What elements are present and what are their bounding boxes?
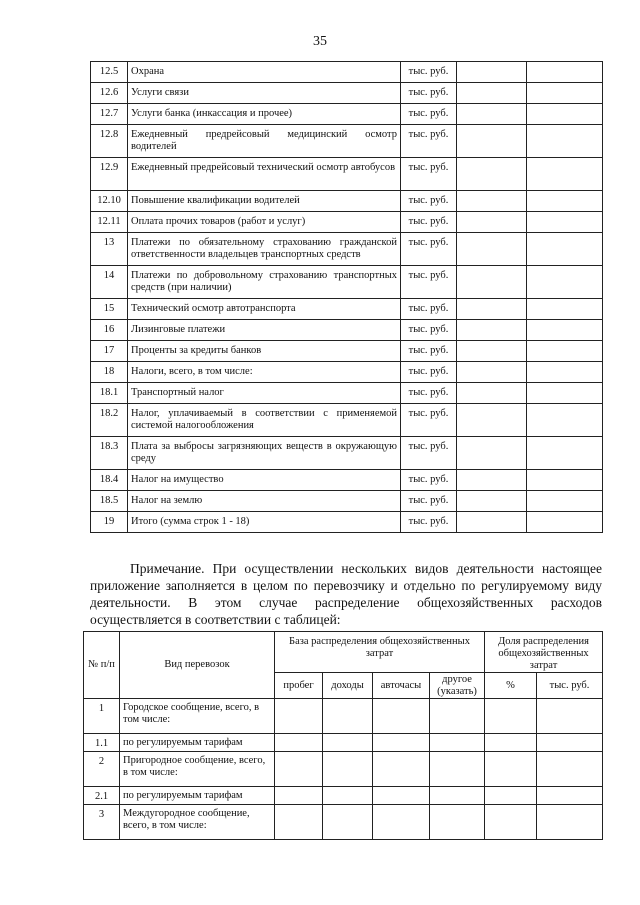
table-row — [91, 83, 603, 104]
value-cell-2 — [527, 83, 603, 104]
row-number: 1 — [84, 699, 120, 734]
row-number: 1.1 — [84, 734, 120, 752]
value-cell-2 — [527, 266, 603, 299]
row-number: 12.7 — [91, 104, 128, 125]
value-cell — [275, 699, 323, 734]
value-cell-2 — [527, 362, 603, 383]
value-cell-2 — [527, 158, 603, 191]
table-row — [91, 512, 603, 533]
value-cell-2 — [527, 404, 603, 437]
row-number: 12.8 — [91, 125, 128, 158]
row-description: Охрана — [128, 62, 401, 83]
row-number: 3 — [84, 805, 120, 840]
row-description: Ежедневный предрейсовый технический осмотр автобусов — [128, 158, 401, 191]
table-row — [84, 699, 603, 734]
value-cell — [323, 805, 373, 840]
value-cell — [373, 787, 430, 805]
row-number: 2 — [84, 752, 120, 787]
row-unit: тыс. руб. — [401, 104, 457, 125]
row-unit: тыс. руб. — [401, 125, 457, 158]
value-cell — [430, 752, 485, 787]
value-cell-1 — [457, 212, 527, 233]
value-cell — [373, 752, 430, 787]
value-cell-1 — [457, 191, 527, 212]
value-cell — [323, 787, 373, 805]
value-cell — [430, 699, 485, 734]
row-number: 12.9 — [91, 158, 128, 191]
value-cell — [537, 734, 603, 752]
row-description: Ежедневный предрейсовый медицинский осмотр водителей — [128, 125, 401, 158]
value-cell — [275, 805, 323, 840]
table-row — [91, 125, 603, 158]
value-cell-2 — [527, 233, 603, 266]
table-row — [91, 104, 603, 125]
value-cell-2 — [527, 437, 603, 470]
value-cell-2 — [527, 341, 603, 362]
row-transport-type: Пригородное сообщение, всего, в том числе: — [120, 752, 275, 787]
row-unit: тыс. руб. — [401, 341, 457, 362]
row-unit: тыс. руб. — [401, 512, 457, 533]
row-description: Плата за выбросы загрязняющих веществ в окружающую среду — [128, 437, 401, 470]
header-percent: % — [485, 673, 537, 699]
value-cell-2 — [527, 125, 603, 158]
value-cell-1 — [457, 491, 527, 512]
row-transport-type: Городское сообщение, всего, в том числе: — [120, 699, 275, 734]
row-description: Итого (сумма строк 1 - 18) — [128, 512, 401, 533]
table-row — [91, 404, 603, 437]
row-number: 18.4 — [91, 470, 128, 491]
row-number: 18.5 — [91, 491, 128, 512]
value-cell — [485, 787, 537, 805]
table-row — [91, 191, 603, 212]
page-number: 35 — [313, 34, 327, 49]
value-cell-2 — [527, 320, 603, 341]
row-number: 17 — [91, 341, 128, 362]
value-cell-1 — [457, 404, 527, 437]
table-row — [84, 787, 603, 805]
value-cell-1 — [457, 233, 527, 266]
value-cell-1 — [457, 83, 527, 104]
row-description: Транспортный налог — [128, 383, 401, 404]
row-number: 18.3 — [91, 437, 128, 470]
row-unit: тыс. руб. — [401, 404, 457, 437]
row-description: Оплата прочих товаров (работ и услуг) — [128, 212, 401, 233]
value-cell — [373, 734, 430, 752]
table-row — [91, 470, 603, 491]
value-cell — [537, 805, 603, 840]
header-dohody: доходы — [323, 673, 373, 699]
row-number: 18.2 — [91, 404, 128, 437]
value-cell-2 — [527, 191, 603, 212]
value-cell — [373, 805, 430, 840]
table-row — [91, 62, 603, 83]
distribution-table — [83, 631, 603, 840]
row-unit: тыс. руб. — [401, 191, 457, 212]
row-unit: тыс. руб. — [401, 470, 457, 491]
row-number: 16 — [91, 320, 128, 341]
row-unit: тыс. руб. — [401, 383, 457, 404]
row-description: Платежи по обязательному страхованию гражданской ответственности владельцев транспортных средств — [128, 233, 401, 266]
value-cell-2 — [527, 491, 603, 512]
row-transport-type: по регулируемым тарифам — [120, 734, 275, 752]
note-paragraph: Примечание. При осуществлении нескольких видов деятельности настоящее приложение заполняется в целом по перевозчику и отдельно по регулируемому виду деятельности. В этом случае распределение общехозяйственных расходов осуществляется в соответствии с таблицей: — [90, 561, 602, 627]
value-cell — [430, 734, 485, 752]
row-unit: тыс. руб. — [401, 299, 457, 320]
row-unit: тыс. руб. — [401, 491, 457, 512]
value-cell — [275, 734, 323, 752]
value-cell — [323, 699, 373, 734]
row-unit: тыс. руб. — [401, 266, 457, 299]
row-number: 15 — [91, 299, 128, 320]
row-unit: тыс. руб. — [401, 83, 457, 104]
table-row — [91, 341, 603, 362]
row-description: Налог на имущество — [128, 470, 401, 491]
value-cell-1 — [457, 320, 527, 341]
row-number: 14 — [91, 266, 128, 299]
value-cell-1 — [457, 299, 527, 320]
value-cell-1 — [457, 125, 527, 158]
value-cell-1 — [457, 62, 527, 83]
value-cell — [485, 805, 537, 840]
value-cell — [275, 752, 323, 787]
table-row — [84, 752, 603, 787]
row-description: Услуги связи — [128, 83, 401, 104]
value-cell-1 — [457, 383, 527, 404]
table-row — [84, 734, 603, 752]
row-unit: тыс. руб. — [401, 437, 457, 470]
row-description: Налог на землю — [128, 491, 401, 512]
row-description: Услуги банка (инкассация и прочее) — [128, 104, 401, 125]
value-cell-1 — [457, 437, 527, 470]
value-cell-1 — [457, 470, 527, 491]
value-cell — [275, 787, 323, 805]
value-cell-2 — [527, 62, 603, 83]
value-cell — [485, 752, 537, 787]
row-number: 18.1 — [91, 383, 128, 404]
row-description: Проценты за кредиты банков — [128, 341, 401, 362]
table-row — [91, 437, 603, 470]
row-description: Платежи по добровольному страхованию транспортных средств (при наличии) — [128, 266, 401, 299]
value-cell-2 — [527, 299, 603, 320]
row-number: 13 — [91, 233, 128, 266]
row-description: Налог, уплачиваемый в соответствии с применяемой системой налогообложения — [128, 404, 401, 437]
value-cell — [485, 699, 537, 734]
row-description: Налоги, всего, в том числе: — [128, 362, 401, 383]
row-number: 12.5 — [91, 62, 128, 83]
value-cell-2 — [527, 104, 603, 125]
value-cell — [323, 752, 373, 787]
row-unit: тыс. руб. — [401, 233, 457, 266]
value-cell-2 — [527, 212, 603, 233]
row-description: Технический осмотр автотранспорта — [128, 299, 401, 320]
value-cell-1 — [457, 362, 527, 383]
table-row — [91, 383, 603, 404]
header-num: № п/п — [84, 632, 120, 699]
table-row — [91, 320, 603, 341]
value-cell-1 — [457, 158, 527, 191]
row-unit: тыс. руб. — [401, 320, 457, 341]
row-description: Повышение квалификации водителей — [128, 191, 401, 212]
row-number: 12.10 — [91, 191, 128, 212]
header-transport-type: Вид перевозок — [120, 632, 275, 699]
row-number: 2.1 — [84, 787, 120, 805]
header-rub: тыс. руб. — [537, 673, 603, 699]
value-cell — [537, 787, 603, 805]
header-distribution-share: Доля распределения общехозяйственных затрат — [485, 632, 603, 673]
value-cell-1 — [457, 341, 527, 362]
row-description: Лизинговые платежи — [128, 320, 401, 341]
table-row — [91, 212, 603, 233]
value-cell-2 — [527, 512, 603, 533]
table-row — [91, 362, 603, 383]
expense-table — [90, 61, 603, 533]
row-transport-type: по регулируемым тарифам — [120, 787, 275, 805]
value-cell — [430, 787, 485, 805]
row-number: 18 — [91, 362, 128, 383]
row-unit: тыс. руб. — [401, 212, 457, 233]
table-row — [91, 266, 603, 299]
header-avtochasy: авточасы — [373, 673, 430, 699]
value-cell — [430, 805, 485, 840]
value-cell-1 — [457, 104, 527, 125]
value-cell-1 — [457, 512, 527, 533]
row-unit: тыс. руб. — [401, 62, 457, 83]
row-unit: тыс. руб. — [401, 362, 457, 383]
header-probeg: пробег — [275, 673, 323, 699]
value-cell-1 — [457, 266, 527, 299]
value-cell-2 — [527, 383, 603, 404]
header-distribution-base: База распределения общехозяйственных затрат — [275, 632, 485, 673]
value-cell — [537, 699, 603, 734]
table-row — [91, 491, 603, 512]
value-cell-2 — [527, 470, 603, 491]
row-transport-type: Междугородное сообщение, всего, в том числе: — [120, 805, 275, 840]
table-row — [91, 299, 603, 320]
table-row — [91, 233, 603, 266]
value-cell — [537, 752, 603, 787]
row-number: 19 — [91, 512, 128, 533]
table-row — [91, 158, 603, 191]
row-number: 12.6 — [91, 83, 128, 104]
header-drugoe: другое (указать) — [430, 673, 485, 699]
value-cell — [373, 699, 430, 734]
row-unit: тыс. руб. — [401, 158, 457, 191]
table-row — [84, 805, 603, 840]
value-cell — [485, 734, 537, 752]
row-number: 12.11 — [91, 212, 128, 233]
value-cell — [323, 734, 373, 752]
